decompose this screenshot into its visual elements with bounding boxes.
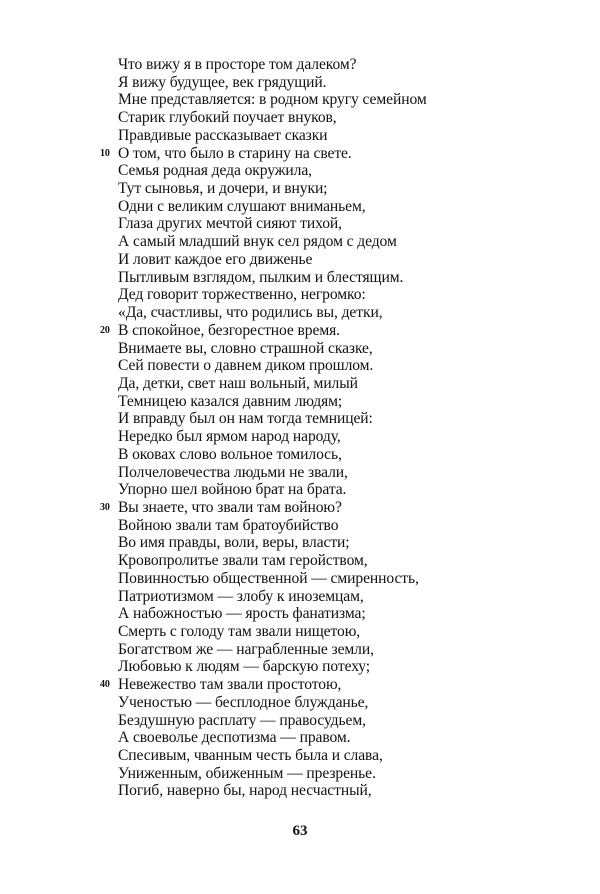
poem-line: [100, 498, 588, 517]
poem-line-text: Униженным, обиженным — презренье.: [118, 764, 376, 782]
poem-line: [118, 464, 588, 482]
poem-line: [118, 623, 588, 641]
poem-line-text: Темницею казался давним людям;: [118, 392, 343, 410]
poem-line-text: Что вижу я в просторе том далеком?: [118, 56, 357, 73]
poem-line: [118, 198, 588, 216]
poem-line-text: Дед говорит торжественно, негромко:: [118, 286, 366, 304]
poem-line-text: И ловит каждое его движенье: [118, 250, 313, 268]
poem-line-text: Глаза других мечтой сияют тихой,: [118, 215, 342, 233]
poem-line-text: Спесивым, чванным честь была и слава,: [118, 747, 383, 765]
poem-line: [118, 712, 588, 730]
poem-line: [118, 517, 588, 535]
poem-line-text: В оковах слово вольное томилось,: [118, 445, 342, 463]
poem-line-text: Одни с великим слушают вниманьем,: [118, 197, 366, 215]
poem-line: [118, 251, 588, 269]
poem-line: [118, 641, 588, 659]
poem-line: [118, 91, 588, 109]
poem-line: [118, 233, 588, 251]
poem-line: [100, 676, 588, 694]
poem-line: [118, 534, 588, 552]
poem-line-text: Мне представляется: в родном кругу семейном: [118, 91, 427, 109]
poem-line: [118, 286, 588, 304]
poem-line-text: Во имя правды, воли, веры, власти;: [118, 534, 350, 552]
poem-text: [100, 56, 588, 800]
poem-line: [118, 552, 588, 570]
poem-line: [118, 180, 588, 198]
poem-line-text: Патриотизмом — злобу к иноземцам,: [118, 587, 364, 605]
poem-line-text: «Да, счастливы, что родились вы, детки,: [118, 304, 383, 322]
poem-line: [118, 375, 588, 393]
poem-line-text: Пытливым взглядом, пылким и блестящим.: [118, 268, 404, 286]
poem-line: [118, 570, 588, 588]
poem-line: [118, 588, 588, 606]
poem-line-text: Любовью к людям — барскую потеху;: [118, 658, 371, 676]
poem-line-text: Бездушную расплату — правосудьем,: [118, 711, 366, 729]
poem-line: [118, 109, 588, 127]
poem-line: [118, 56, 588, 74]
poem-line-text: Кровопролитье звали там геройством,: [118, 552, 368, 570]
poem-line: [100, 144, 588, 163]
poem-line: [100, 321, 588, 340]
line-number: 30: [100, 501, 110, 513]
poem-line-text: Упорно шел войною брат на брата.: [118, 481, 347, 499]
poem-line-text: Ученостью — бесплодное блужданье,: [118, 693, 369, 711]
poem-line-text: Смерть с голоду там звали нищетою,: [118, 623, 361, 640]
poem-line-text: Семья родная деда окружила,: [118, 162, 312, 180]
page-number: 63: [292, 823, 308, 839]
poem-line: [118, 410, 588, 428]
poem-line-text: Полчеловечества людьми не звали,: [118, 463, 348, 481]
poem-line-text: А своеволье деспотизма — правом.: [118, 729, 351, 747]
line-number: 20: [100, 324, 110, 336]
poem-line-text: Невежество там звали простотою,: [118, 676, 342, 694]
poem-line-text: Богатством же — награбленные земли,: [118, 640, 374, 658]
poem-line: [118, 605, 588, 623]
poem-line: [118, 269, 588, 287]
poem-line: [118, 747, 588, 765]
poem-line: [118, 694, 588, 712]
poem-line: [118, 74, 588, 92]
poem-line-text: Правдивые рассказывает сказки: [118, 126, 328, 144]
poem-line: [118, 162, 588, 180]
poem-line-text: Старик глубокий поучает внуков,: [118, 109, 337, 127]
poem-line-text: В спокойное, безгорестное время.: [118, 321, 340, 339]
poem-line-text: О том, что было в старину на свете.: [118, 144, 352, 162]
poem-line: [118, 215, 588, 233]
poem-line: [118, 340, 588, 358]
poem-line-text: Сей повести о давнем диком прошлом.: [118, 357, 374, 375]
line-number: 10: [100, 147, 110, 159]
poem-line: [118, 729, 588, 747]
poem-line: [118, 127, 588, 145]
poem-line-text: А самый младший внук сел рядом с дедом: [118, 233, 397, 251]
poem-line-text: А набожностью — ярость фанатизма;: [118, 605, 366, 623]
poem-line: [118, 782, 588, 800]
poem-line-text: Тут сыновья, и дочери, и внуки;: [118, 180, 328, 198]
poem-line: [118, 357, 588, 375]
poem-line: [118, 304, 588, 322]
poem-line: [118, 446, 588, 464]
poem-line-text: И вправду был он нам тогда темницей:: [118, 410, 373, 428]
line-number: 40: [100, 679, 110, 691]
poem-line-text: Повинностью общественной — смиренность,: [118, 569, 419, 587]
poem-line: [118, 658, 588, 676]
poem-line-text: Погиб, наверно бы, народ несчастный,: [118, 782, 372, 800]
poem-line: [118, 393, 588, 411]
poem-line-text: Войною звали там братоубийство: [118, 516, 339, 534]
poem-line: [118, 481, 588, 499]
poem-line-text: Да, детки, свет наш вольный, милый: [118, 374, 358, 392]
poem-line-text: Внимаете вы, словно страшной сказке,: [118, 339, 373, 357]
poem-line-text: Я вижу будущее, век грядущий.: [118, 73, 327, 91]
poem-line: [118, 428, 588, 446]
poem-line-text: Нередко был ярмом народ народу,: [118, 428, 341, 446]
poem-line-text: Вы знаете, что звали там войною?: [118, 498, 342, 516]
poem-line: [118, 765, 588, 783]
